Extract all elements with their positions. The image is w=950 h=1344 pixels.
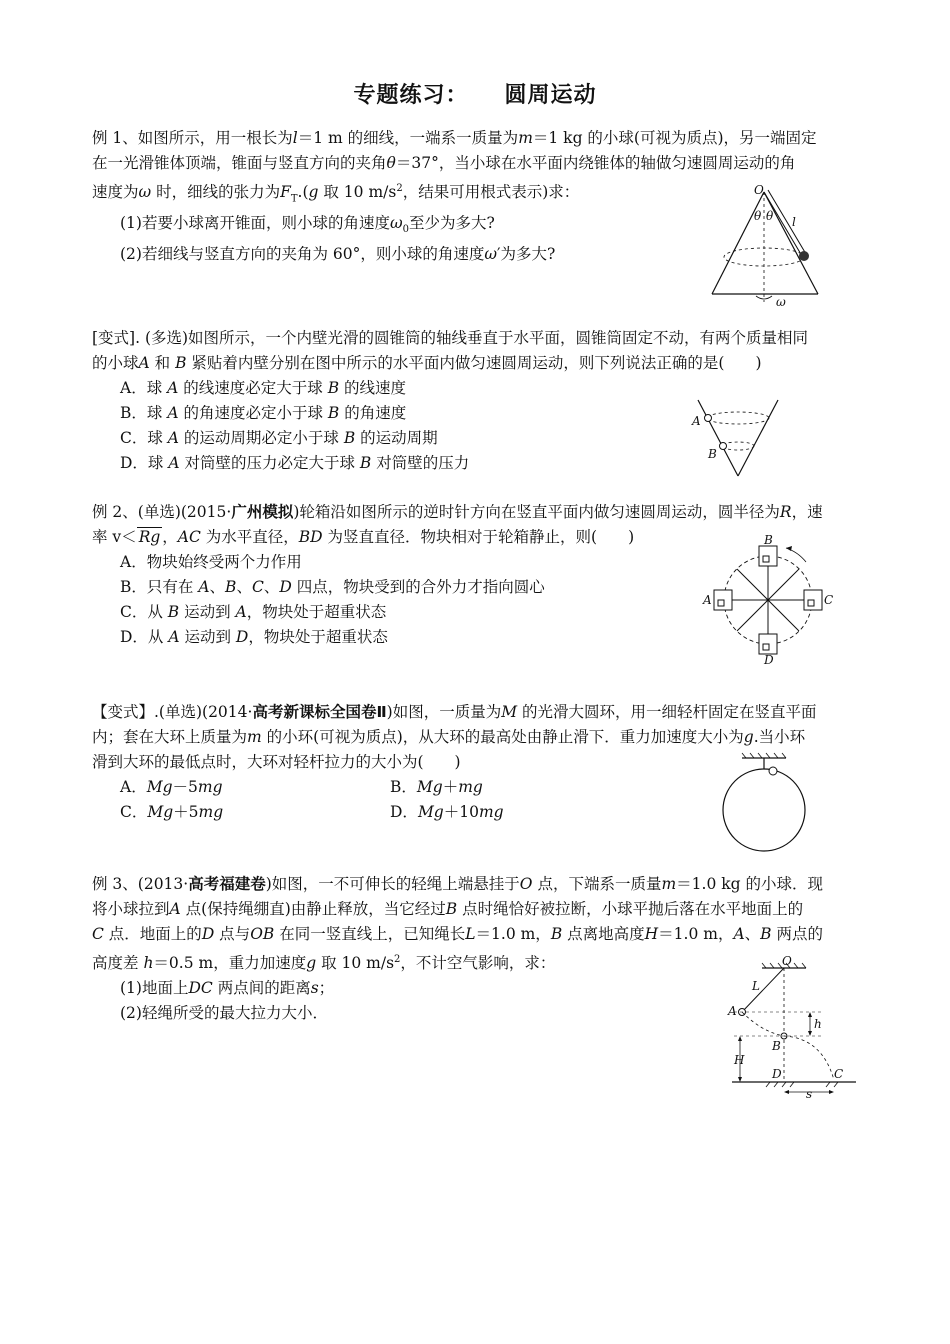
cone-label-theta-left: θ xyxy=(754,209,762,223)
wheel-label-b: B xyxy=(764,534,773,547)
ex2-option-b: B．只有在 A、B、C、D 四点，物块受到的合外力才指向圆心 xyxy=(120,578,545,596)
ex2-option-d: D．从 A 运动到 D，物块处于超重状态 xyxy=(120,628,388,646)
var1-option-a: A．球 A 的线速度必定大于球 B 的线速度 xyxy=(120,379,407,397)
ex3-line-1: 例 3、(2013·高考福建卷)如图，一不可伸长的轻绳上端悬挂于O 点，下端系一质量m＝1.0 kg 的小球．现 xyxy=(92,875,823,893)
var1-option-b: B．球 A 的角速度必定小于球 B 的角速度 xyxy=(120,404,407,422)
var2-line-2: 内；套在大环上质量为m 的小环(可视为质点)，从大环的最高处由静止滑下．重力加速度大小为g.当小环 xyxy=(92,728,806,746)
inv-cone-label-b: B xyxy=(708,447,717,461)
page-title xyxy=(0,78,950,109)
wheel-label-a: A xyxy=(703,593,712,607)
var2-option-b: B．Mg＋mg xyxy=(390,778,483,796)
var2-option-a: A．Mg－5mg xyxy=(120,778,223,796)
pend-label-o: O xyxy=(782,954,792,968)
pend-label-h: h xyxy=(814,1017,822,1031)
cone-label-o: O xyxy=(754,183,764,197)
var1-option-d: D．球 A 对筒壁的压力必定大于球 B 对筒壁的压力 xyxy=(120,454,470,472)
title-topic: 圆周运动 xyxy=(504,83,597,108)
title-prefix: 专题练习： xyxy=(353,83,469,108)
ex3-question-2: (2)轻绳所受的最大拉力大小． xyxy=(120,1004,328,1023)
var1-option-c: C．球 A 的运动周期必定小于球 B 的运动周期 xyxy=(120,429,438,447)
cone-figure xyxy=(700,182,830,310)
pend-label-d: D xyxy=(772,1067,782,1081)
ex3-line-3: C 点．地面上的D 点与OB 在同一竖直线上，已知绳长L＝1.0 m，B 点离地高度H＝1.0 m，A、B 两点的 xyxy=(92,925,823,943)
ex2-line-1: 例 2、(单选)(2015·广州模拟)轮箱沿如图所示的逆时针方向在竖直平面内做匀速圆周运动，圆半径为R，速 xyxy=(92,503,823,521)
cone-label-l: l xyxy=(792,215,796,229)
ex2-option-c: C．从 B 运动到 A，物块处于超重状态 xyxy=(120,603,387,621)
ex1-question-1: (1)若要小球离开锥面，则小球的角速度$\omega_0$至少为多大? xyxy=(120,214,495,236)
wheel-box-figure xyxy=(702,534,834,666)
ex3-line-4: 高度差 h＝0.5 m，重力加速度g 取 10 $m/s^2$，不计空气影响，求： xyxy=(92,954,556,973)
inverted-cone-figure xyxy=(688,396,788,480)
wheel-label-d: D xyxy=(764,653,774,666)
pend-label-c: C xyxy=(834,1067,844,1081)
ex1-line-1: 例 1、如图所示，用一根长为l＝1 m 的细线，一端系一质量为m＝1 kg 的小球(可视为质点)，另一端固定 xyxy=(92,129,817,147)
pendulum-projectile-figure xyxy=(726,952,862,1100)
cone-label-theta-right: θ xyxy=(766,209,774,223)
ex1-line-3: 速度为ω 时，细线的张力为$F_T.(g$ 取 10 $m/s^2$，结果可用根式表示)求： xyxy=(92,183,580,205)
pend-label-l: L xyxy=(752,979,760,993)
wheel-label-c: C xyxy=(824,593,834,607)
pend-label-s: s xyxy=(806,1087,813,1100)
ex1-question-2: (2)若细线与竖直方向的夹角为 60°，则小球的角速度ω′为多大? xyxy=(120,245,556,264)
big-ring-figure xyxy=(716,752,812,860)
var2-line-3: 滑到大环的最低点时，大环对轻杆拉力的大小为( ) xyxy=(92,753,461,771)
ex1-line-2: 在一光滑锥体顶端，锥面与竖直方向的夹角θ＝37°，当小球在水平面内绕锥体的轴做匀速圆周运动的角 xyxy=(92,154,796,172)
var2-option-d: D．Mg＋10mg xyxy=(390,803,504,821)
var2-line-1: 【变式】.(单选)(2014·高考新课标全国卷Ⅱ)如图，一质量为M 的光滑大圆环，用一细轻杆固定在竖直平面 xyxy=(92,703,817,721)
pend-label-big-h: H xyxy=(734,1053,745,1067)
var1-line-1: [变式]. (多选)如图所示，一个内壁光滑的圆锥筒的轴线垂直于水平面，圆锥筒固定不动，有两个质量相同 xyxy=(92,329,809,347)
ex3-question-1: (1)地面上DC 两点间的距离s； xyxy=(120,979,335,998)
ex2-line-2: 率 v＜ Rg ，AC 为水平直径，BD 为竖直直径．物块相对于轮箱静止，则( ) xyxy=(92,528,635,546)
ex3-line-2: 将小球拉到A 点(保持绳绷直)由静止释放，当它经过B 点时绳恰好被拉断，小球平抛后落在水平地面上的 xyxy=(92,900,804,918)
inv-cone-label-a: A xyxy=(692,414,701,428)
ex2-option-a: A．物块始终受两个力作用 xyxy=(120,553,302,571)
pend-label-a: A xyxy=(728,1004,737,1018)
var2-option-c: C．Mg＋5mg xyxy=(120,803,224,821)
cone-label-omega: ω xyxy=(776,295,786,309)
var1-line-2: 的小球A 和 B 紧贴着内壁分别在图中所示的水平面内做匀速圆周运动，则下列说法正确的是( ) xyxy=(92,354,762,372)
pend-label-b: B xyxy=(772,1039,781,1053)
